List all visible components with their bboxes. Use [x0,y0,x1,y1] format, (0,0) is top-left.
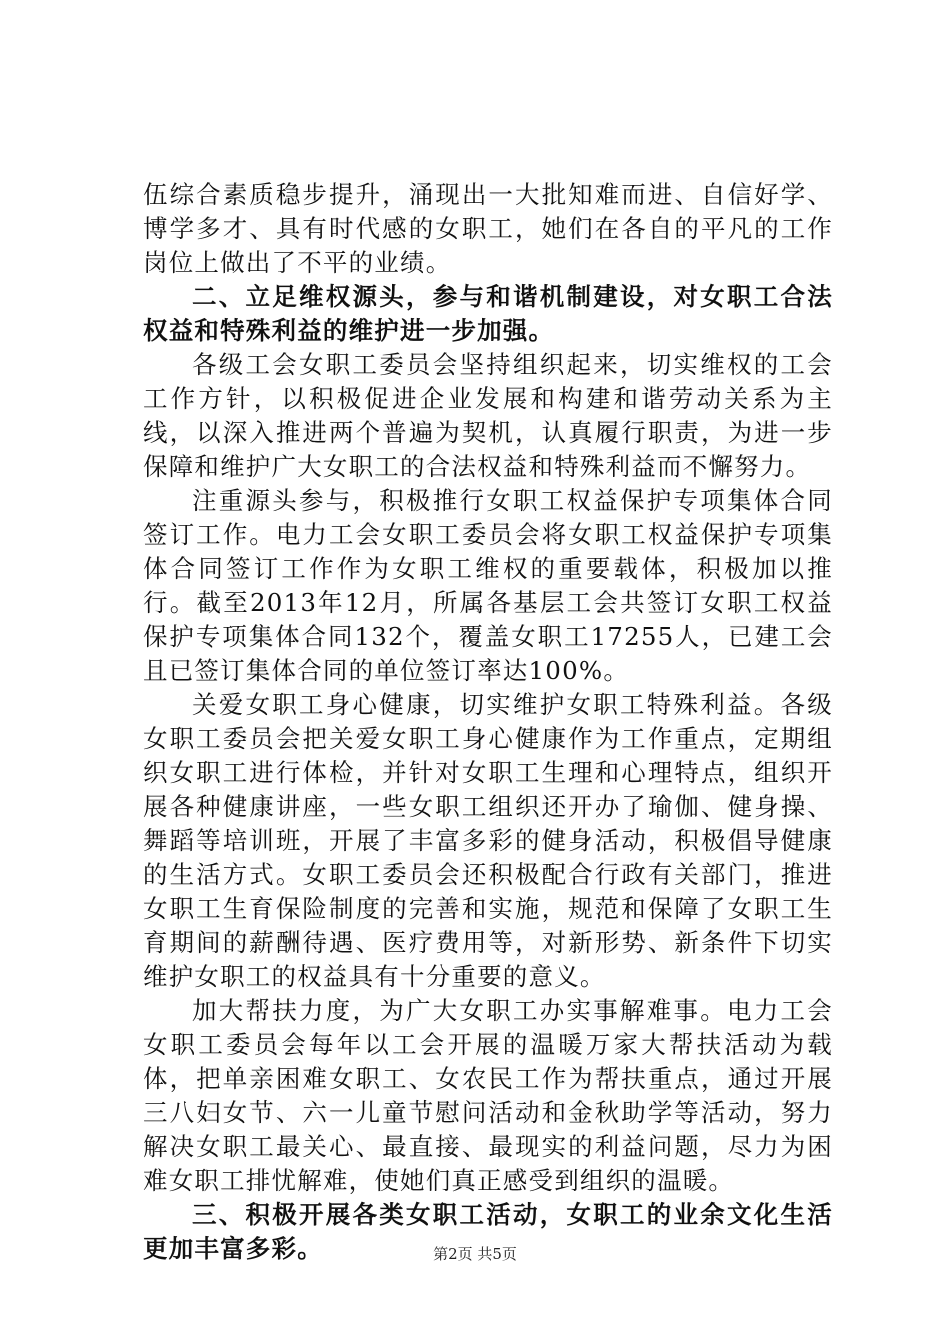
page-footer: 第2页 共5页 [433,1245,517,1263]
paragraph-continuation: 伍综合素质稳步提升，涌现出一大批知难而进、自信好学、博学多才、具有时代感的女职工，她们在各自的平凡的工作岗位上做出了不平的业绩。 [143,180,833,277]
document-body [143,178,833,1266]
section-heading-3: 三、积极开展各类女职工活动，女职工的业余文化生活更加丰富多彩。 [143,1200,833,1263]
paragraph: 关爱女职工身心健康，切实维护女职工特殊利益。各级女职工委员会把关爱女职工身心健康作为工作重点，定期组织女职工进行体检，并针对女职工生理和心理特点，组织开展各种健康讲座，一些女职工组织还开办了瑜伽、健身操、舞蹈等培训班，开展了丰富多彩的健身活动，积极倡导健康的生活方式。女职工委员会还积极配合行政有关部门，推进女职工生育保险制度的完善和实施，规范和保障了女职工生育期间的薪酬待遇、医疗费用等，对新形势、新条件下切实维护女职工的权益具有十分重要的意义。 [143,690,833,991]
paragraph: 注重源头参与，积极推行女职工权益保护专项集体合同签订工作。电力工会女职工委员会将女职工权益保护专项集体合同签订工作作为女职工维权的重要载体，积极加以推行。截至2013年12月，所属各基层工会共签订女职工权益保护专项集体合同132个，覆盖女职工17255人，已建工会且已签订集体合同的单位签订率达100%。 [143,486,833,685]
section-heading-2: 二、立足维权源头，参与和谐机制建设，对女职工合法权益和特殊利益的维护进一步加强。 [143,282,833,345]
paragraph: 加大帮扶力度，为广大女职工办实事解难事。电力工会女职工委员会每年以工会开展的温暖万家大帮扶活动为载体，把单亲困难女职工、女农民工作为帮扶重点，通过开展三八妇女节、六一儿童节慰问活动和金秋助学等活动，努力解决女职工最关心、最直接、最现实的利益问题，尽力为困难女职工排忧解难，使她们真正感受到组织的温暖。 [143,996,833,1195]
paragraph: 各级工会女职工委员会坚持组织起来，切实维权的工会工作方针，以积极促进企业发展和构建和谐劳动关系为主线，以深入推进两个普遍为契机，认真履行职责，为进一步保障和维护广大女职工的合法权益和特殊利益而不懈努力。 [143,350,833,481]
